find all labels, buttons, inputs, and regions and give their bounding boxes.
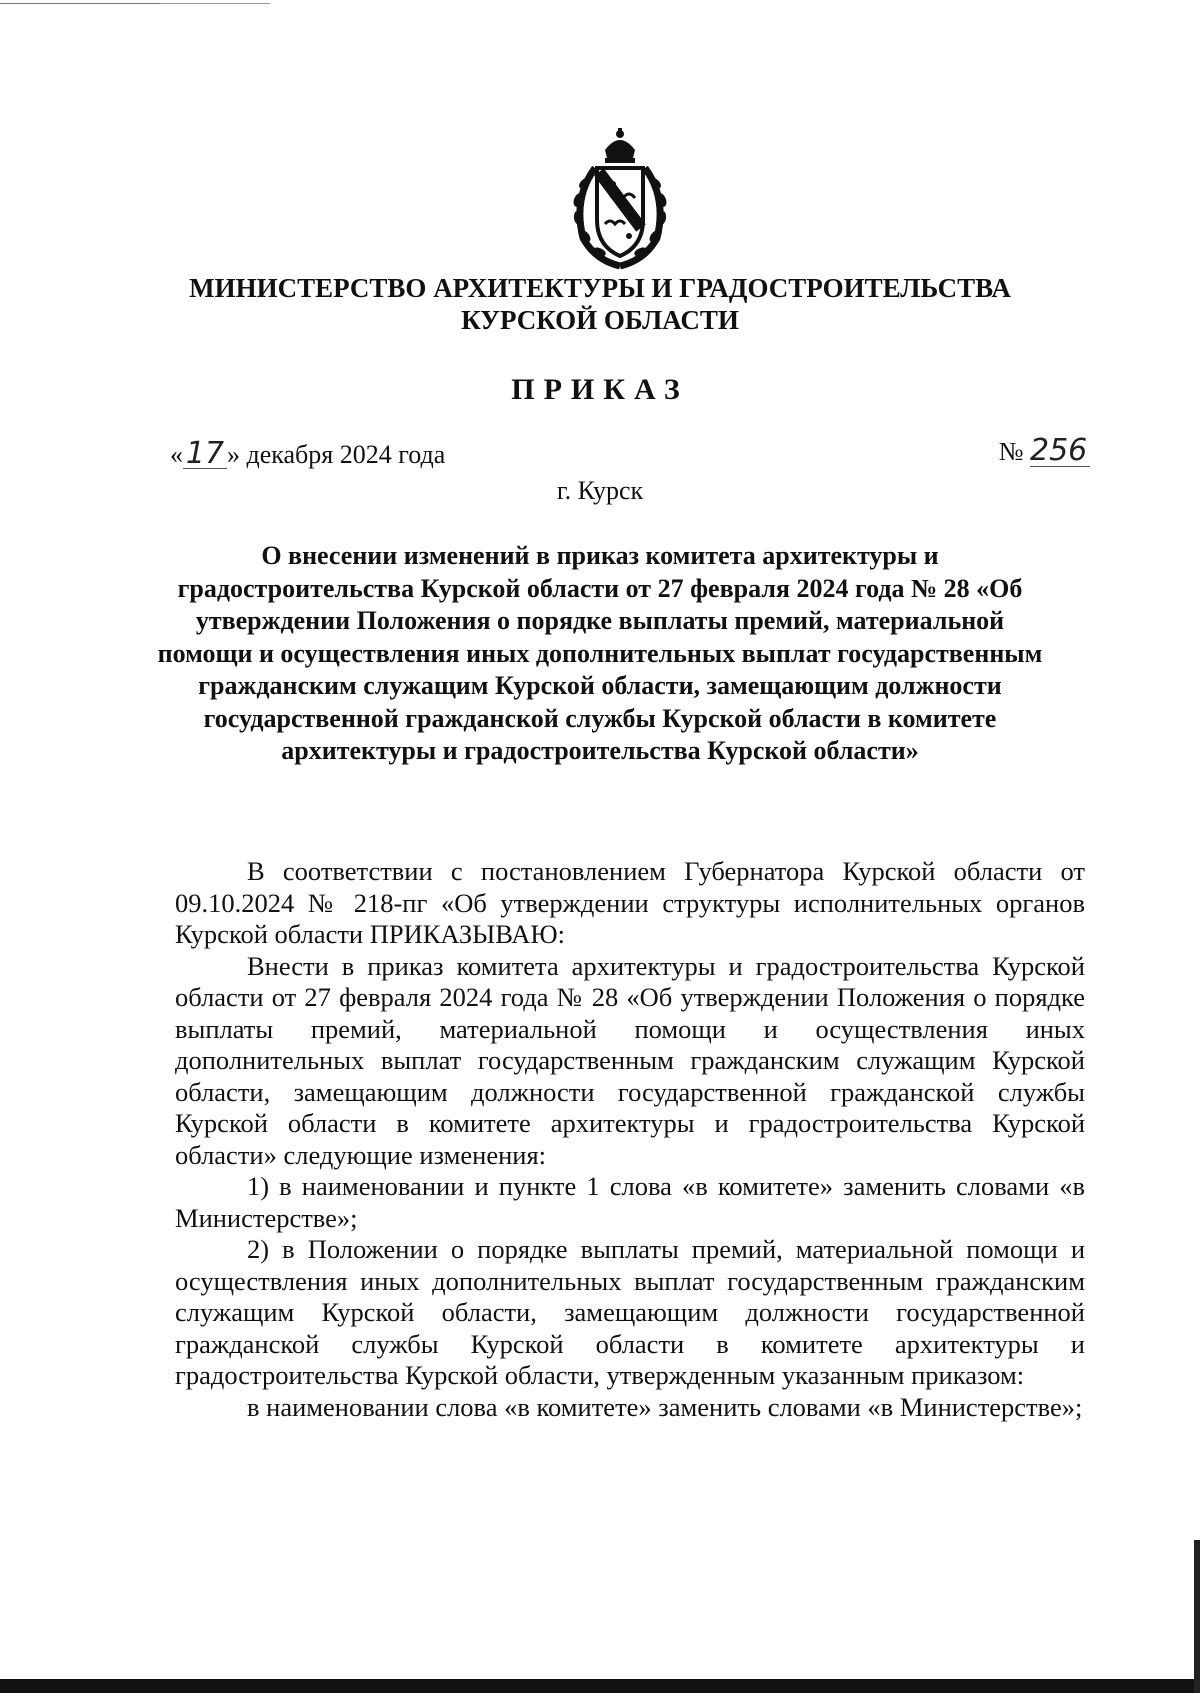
scan-artifact-line — [160, 3, 270, 4]
body-paragraph: в наименовании слова «в комитете» заменить словами «в Министерстве»; — [247, 1391, 1083, 1422]
order-number-handwritten: 256 — [1030, 436, 1090, 467]
date-rest: » декабря 2024 года — [227, 440, 446, 469]
scan-border — [0, 1679, 1200, 1693]
order-number — [998, 433, 1090, 468]
document-type-title: ПРИКАЗ — [511, 373, 689, 406]
order-subject: О внесении изменений в приказ комитета архитектуры и градостроительства Курской области от 27 февраля 2024 года № 28 «Об утверждении Положения о порядке выплаты премий, материальной помощи и осуществления иных дополнительных выплат государственным гражданским служащим Курской области, замещающим должности государственной гражданской службы Курской области в комитете архитектуры и градостроительства Курской области» — [157, 541, 1043, 765]
order-body — [175, 856, 1085, 1423]
body-paragraph: 1) в наименовании и пункте 1 слова «в комитете» заменить словами «в Министерстве»; — [175, 1171, 1085, 1233]
order-number-prefix: № — [998, 437, 1030, 466]
date-day-handwritten: 17 — [183, 440, 227, 469]
body-paragraph: 2) в Положении о порядке выплаты премий, материальной помощи и осуществления иных дополнительных выплат государственным гражданским служащим Курской области, замещающим должности государственной гражданской службы Курской области в комитете архитектуры и градостроительства Курской области, утвержденным указанным приказом: — [175, 1234, 1085, 1390]
ministry-name — [0, 272, 1200, 336]
body-paragraph: Внести в приказ комитета архитектуры и градостроительства Курской области от 27 февраля 2024 года № 28 «Об утверждении Положения о порядке выплаты премий, материальной помощи и осуществления иных дополнительных выплат государственным гражданским служащим Курской области, замещающим должности государственной гражданской службы Курской области в комитете архитектуры и градостроительства Курской области» следующие изменения: — [175, 950, 1085, 1170]
order-date — [170, 436, 446, 471]
scan-border — [1194, 1540, 1200, 1693]
body-paragraph: В соответствии с постановлением Губернатора Курской области от 09.10.2024 № 218-пг «Об утверждении структуры исполнительных органов Курской области ПРИКАЗЫВАЮ: — [175, 856, 1085, 949]
ministry-name-line: МИНИСТЕРСТВО АРХИТЕКТУРЫ И ГРАДОСТРОИТЕЛЬСТВА — [189, 273, 1011, 303]
date-open-quote: « — [170, 440, 183, 469]
city: г. Курск — [556, 476, 644, 505]
coat-of-arms-icon — [565, 128, 675, 270]
ministry-name-line: КУРСКОЙ ОБЛАСТИ — [461, 305, 739, 335]
